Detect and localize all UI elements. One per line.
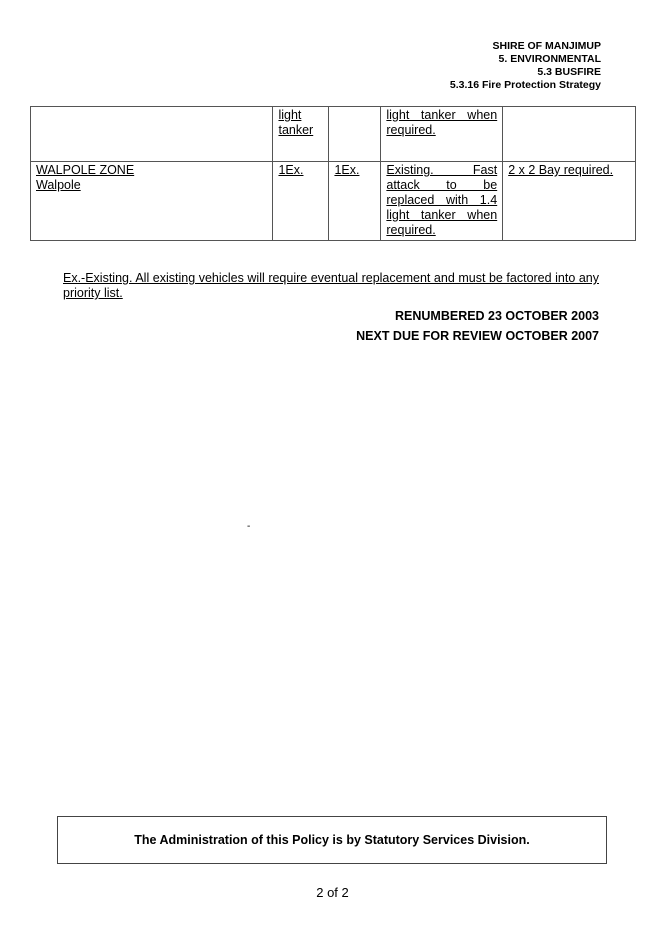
review-date: NEXT DUE FOR REVIEW OCTOBER 2007 (356, 329, 599, 343)
table-row (31, 107, 636, 162)
table-cell-comment: Existing. Fast attack to be replaced with 1.4 light tanker when required. (381, 162, 503, 241)
fire-strategy-table (30, 106, 636, 241)
existing-note: Ex.-Existing. All existing vehicles will require eventual replacement and must be factored into any priority list. (63, 271, 599, 300)
renumbered-date: RENUMBERED 23 OCTOBER 2003 (395, 309, 599, 323)
administration-box (57, 816, 607, 864)
table-cell-vehicle: light tanker (273, 107, 329, 162)
station-name: Walpole (36, 178, 81, 192)
table-cell-shed (503, 107, 636, 162)
header-policy: 5.3.16 Fire Protection Strategy (449, 79, 601, 91)
stray-mark: - (247, 521, 251, 532)
zone-name: WALPOLE ZONE (36, 163, 135, 177)
table-cell-vehicle: 1Ex. (273, 162, 329, 241)
table-cell-zone (31, 162, 273, 241)
administration-text: The Administration of this Policy is by Statutory Services Division. (134, 833, 530, 847)
header-section: 5. ENVIRONMENTAL (498, 53, 601, 65)
table-cell-vehicle-alt: 1Ex. (329, 162, 381, 241)
page-number: 2 of 2 (316, 885, 349, 900)
table-row (31, 162, 636, 241)
document-header (450, 40, 601, 92)
table-cell-zone (31, 107, 273, 162)
header-subsection: 5.3 BUSFIRE (537, 66, 601, 78)
table-cell-comment: light tanker when required. (381, 107, 503, 162)
table-cell-vehicle-alt (329, 107, 381, 162)
header-shire: SHIRE OF MANJIMUP (492, 40, 601, 52)
table-cell-shed: 2 x 2 Bay required. (503, 162, 636, 241)
